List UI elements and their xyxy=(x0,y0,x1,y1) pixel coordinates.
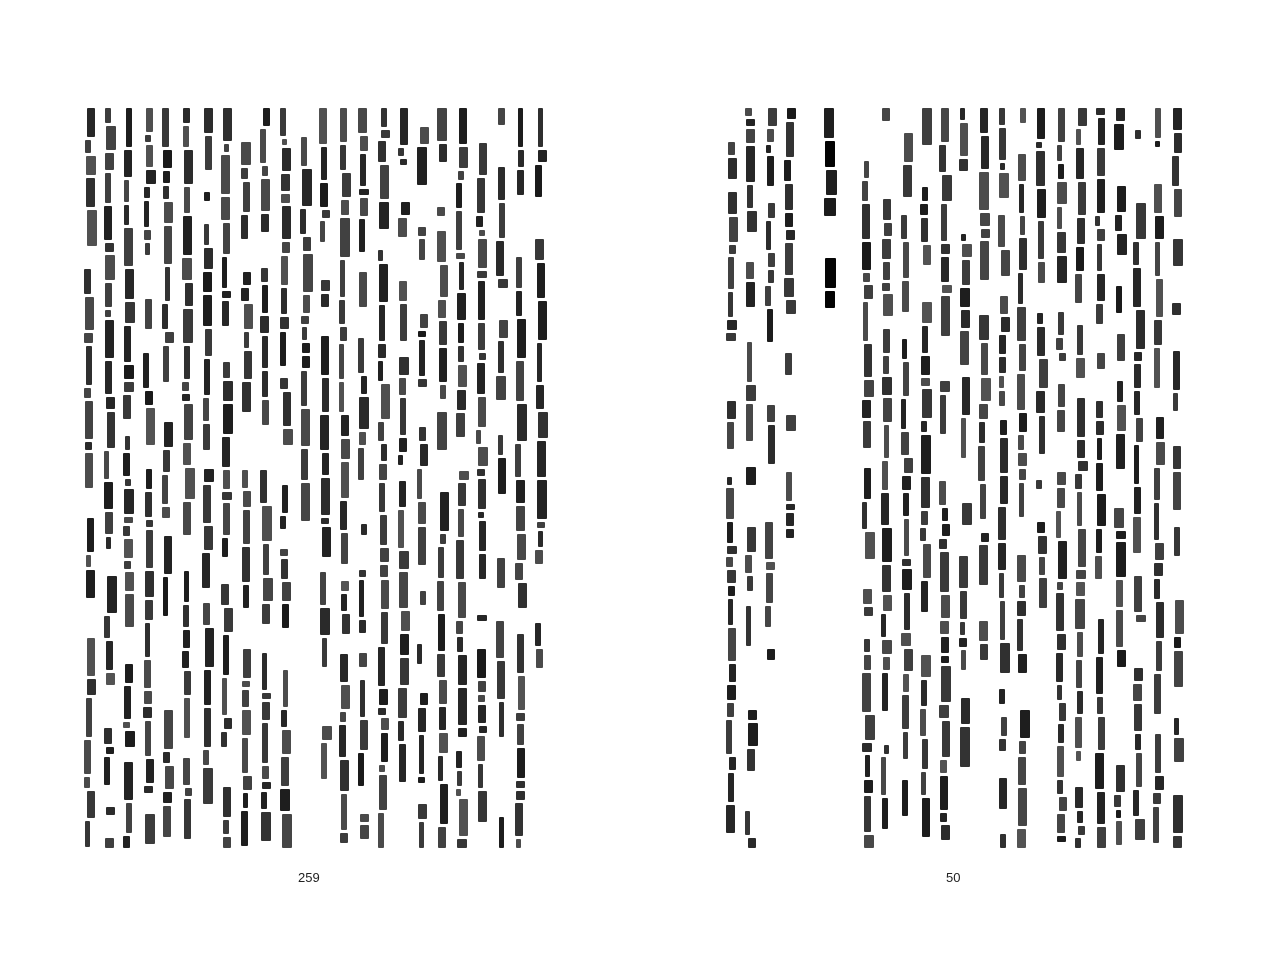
script-column xyxy=(496,108,506,848)
script-column xyxy=(84,108,94,848)
script-column xyxy=(1114,108,1124,848)
script-column xyxy=(939,108,949,843)
right-page xyxy=(632,0,1265,978)
script-column xyxy=(358,108,368,842)
script-column xyxy=(280,108,290,848)
script-column xyxy=(1017,108,1027,848)
script-column xyxy=(920,108,930,840)
script-column xyxy=(1075,108,1085,848)
script-column xyxy=(300,108,310,524)
script-column xyxy=(143,108,153,847)
script-column xyxy=(784,108,794,541)
script-column xyxy=(398,108,408,848)
script-column xyxy=(241,108,251,848)
vertical-mongolian-text-block-right xyxy=(726,108,1196,848)
script-column xyxy=(765,108,775,663)
script-column xyxy=(1133,108,1143,843)
heading-script-column xyxy=(823,108,835,311)
script-column xyxy=(162,108,172,840)
script-column xyxy=(456,108,466,848)
script-column xyxy=(417,108,427,848)
script-column xyxy=(515,108,525,848)
script-column xyxy=(862,108,872,848)
script-column xyxy=(1172,108,1182,848)
vertical-mongolian-text-block-left xyxy=(84,108,550,848)
script-column xyxy=(978,108,988,663)
script-column xyxy=(378,108,388,848)
script-column xyxy=(104,108,114,848)
script-column xyxy=(535,108,545,671)
script-column xyxy=(1036,108,1046,631)
script-column xyxy=(1153,108,1163,846)
script-column xyxy=(901,108,911,848)
script-column xyxy=(437,108,447,848)
script-column xyxy=(1095,108,1105,848)
script-column xyxy=(726,108,736,848)
script-column xyxy=(998,108,1008,848)
script-column xyxy=(476,108,486,848)
script-column xyxy=(745,108,755,848)
script-column xyxy=(1056,108,1066,845)
script-column xyxy=(881,108,891,846)
script-column xyxy=(202,108,212,844)
left-page xyxy=(0,0,632,978)
script-column xyxy=(260,108,270,844)
script-column xyxy=(959,108,969,770)
script-column xyxy=(339,108,349,846)
script-column xyxy=(319,108,329,804)
script-column xyxy=(123,108,133,848)
script-column xyxy=(221,108,231,848)
page-number-right: 50 xyxy=(946,870,961,885)
script-column xyxy=(182,108,192,842)
page-number-left: 259 xyxy=(298,870,320,885)
